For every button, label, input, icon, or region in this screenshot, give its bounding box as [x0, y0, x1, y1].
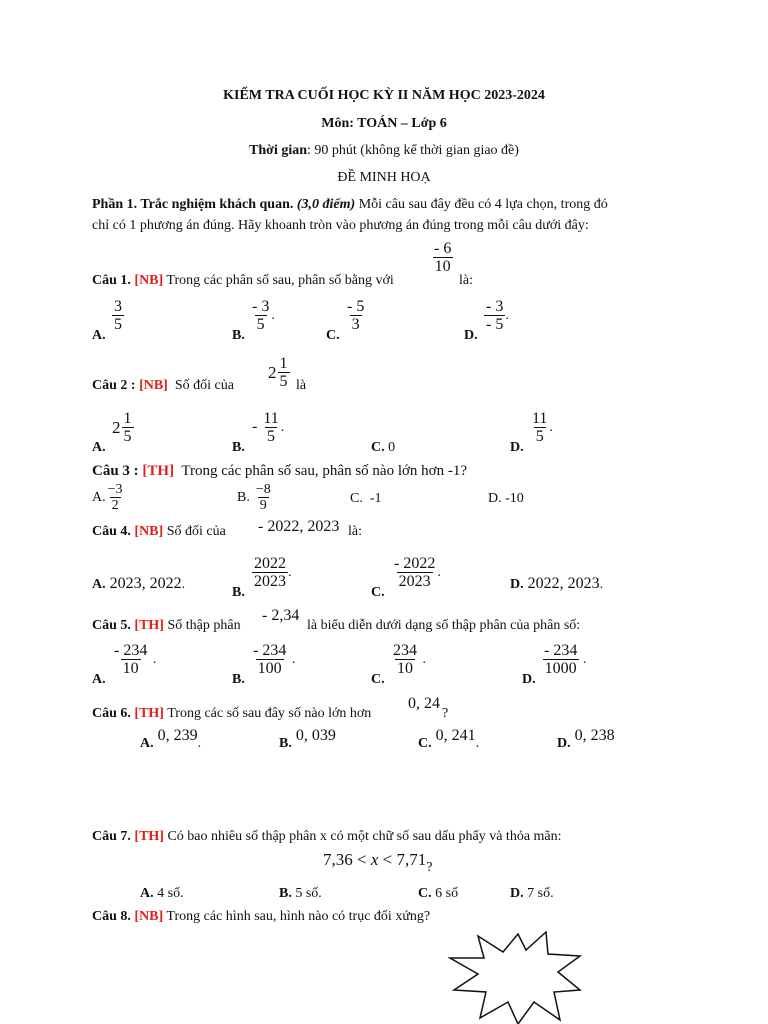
q5-text: Số thập phân	[163, 618, 241, 633]
q4-value: - 2022, 2023	[258, 518, 340, 535]
q1-label: Câu 1.	[92, 273, 131, 288]
q4-tail: là:	[348, 524, 362, 539]
time-value: : 90 phút (không kể thời gian giao đề)	[307, 143, 519, 158]
q5-option-b-letter: B.	[232, 672, 245, 687]
q2-tail: là	[296, 378, 307, 393]
q3-option-a[interactable]: A. $\frac{-3}{2}$	[92, 482, 123, 513]
q4-tag: [NB]	[134, 524, 164, 539]
q6-option-d[interactable]: D. 0, 238	[557, 727, 615, 751]
q2-reference-mixed: 2 $\frac{1}{5}$	[268, 355, 288, 390]
q5-option-c[interactable]: $\frac{234}{10}$ .	[393, 642, 426, 677]
q7-inequality: $7,36 < x < 7,71_?$	[323, 850, 433, 875]
time-info	[0, 143, 768, 159]
q5-label: Câu 5.	[92, 618, 131, 633]
q1-option-d[interactable]: $\frac{- 3}{- 5}$ .	[486, 298, 509, 333]
q1-option-a-letter: A.	[92, 328, 106, 343]
question-7	[92, 829, 562, 845]
subject-label: Môn: TOÁN – Lớp 6	[321, 116, 447, 131]
part1-instruction-1: Mỗi câu sau đây đều có 4 lựa chọn, trong đó	[355, 197, 608, 212]
q7-label: Câu 7.	[92, 829, 131, 844]
q3-option-b[interactable]: B. $\frac{-8}{9}$	[237, 482, 271, 513]
q6-option-a[interactable]: A. 0, 239.	[140, 727, 202, 751]
q5-option-d-letter: D.	[522, 672, 536, 687]
q1-tail: là:	[459, 273, 473, 288]
q2-text: Số đối của	[174, 378, 234, 393]
q5-option-c-letter: C.	[371, 672, 385, 687]
q2-option-a[interactable]: 2 $\frac{1}{5}$	[112, 410, 132, 445]
part1-title: Phần 1. Trắc nghiệm khách quan.	[92, 197, 294, 212]
q7-option-d[interactable]: D. 7 số.	[510, 886, 554, 901]
q5-option-d[interactable]: $\frac{- 234}{1000}$ .	[544, 642, 587, 677]
question-5	[92, 618, 241, 634]
q3-label: Câu 3 :	[92, 463, 139, 479]
question-3	[92, 463, 467, 480]
q1-option-a[interactable]: $\frac{3}{5}$	[114, 298, 122, 333]
q2-option-b-letter: B.	[232, 440, 245, 455]
question-4	[92, 524, 226, 540]
exam-type: ĐỀ MINH HOẠ	[337, 170, 431, 185]
part1-instruction-2: chỉ có 1 phương án đúng. Hãy khoanh tròn vào phương án đúng trong mỗi câu dưới đây:	[92, 218, 589, 233]
q7-option-b[interactable]: B. 5 số.	[279, 886, 322, 901]
q5-option-b[interactable]: $\frac{- 234}{100}$ .	[253, 642, 296, 677]
q8-text: Trong các hình sau, hình nào có trục đối xứng?	[163, 909, 431, 924]
q2-option-c[interactable]: C. 0	[371, 440, 396, 455]
q4-label: Câu 4.	[92, 524, 131, 539]
q6-value: 0, 24	[408, 695, 440, 712]
q8-tag: [NB]	[134, 909, 164, 924]
q4-option-d[interactable]: D. 2022, 2023.	[510, 575, 604, 592]
q1-tag: [NB]	[134, 273, 164, 288]
q6-option-b[interactable]: B. 0, 039	[279, 727, 336, 751]
q3-option-d[interactable]: D. -10	[488, 491, 524, 506]
question-1	[92, 273, 394, 289]
q7-option-a[interactable]: A. 4 số.	[140, 886, 184, 901]
q1-ref-numerator: - 6	[434, 240, 452, 257]
q4-option-b-letter: B.	[232, 585, 245, 600]
question-8	[92, 909, 430, 925]
q8-label: Câu 8.	[92, 909, 131, 924]
q1-option-b[interactable]: $\frac{- 3}{5}$ .	[252, 298, 275, 333]
q1-option-c-letter: C.	[326, 328, 340, 343]
q5-option-a[interactable]: $\frac{- 234}{10}$ .	[114, 642, 157, 677]
q5-option-a-letter: A.	[92, 672, 106, 687]
q2-option-a-letter: A.	[92, 440, 106, 455]
q4-option-c-letter: C.	[371, 585, 385, 600]
time-label: Thời gian	[249, 143, 308, 158]
q4-option-b[interactable]: $\frac{2022}{2023}$ .	[254, 555, 292, 590]
q1-option-b-letter: B.	[232, 328, 245, 343]
q7-option-c[interactable]: C. 6 số	[418, 886, 459, 901]
q2-option-b[interactable]: - $\frac{11}{5}$ .	[252, 410, 285, 445]
q2-option-d[interactable]: $\frac{11}{5}$ .	[532, 410, 553, 445]
q2-option-d-letter: D.	[510, 440, 524, 455]
q1-ref-denominator: 10	[434, 258, 451, 275]
q2-tag: [NB]	[139, 378, 168, 393]
question-2	[92, 378, 234, 394]
q1-reference-fraction	[432, 240, 453, 275]
q6-tail: ?	[442, 706, 449, 721]
q2-label: Câu 2 :	[92, 378, 136, 393]
part1-points: (3,0 điểm)	[296, 197, 356, 212]
q6-label: Câu 6.	[92, 706, 131, 721]
q1-option-c[interactable]: $\frac{- 5}{3}$	[347, 298, 365, 333]
question-6	[92, 706, 371, 722]
q4-option-a[interactable]: A. 2023, 2022.	[92, 575, 186, 592]
part1-heading	[92, 197, 608, 213]
q6-option-c[interactable]: C. 0, 241.	[418, 727, 480, 751]
q1-option-d-letter: D.	[464, 328, 478, 343]
q4-text: Số đối của	[163, 524, 226, 539]
q6-text: Trong các số sau đây số nào lớn hơn	[163, 706, 372, 721]
q5-tail: là biểu diễn dưới dạng số thập phân của phân số:	[307, 618, 581, 633]
q6-tag: [TH]	[134, 706, 164, 721]
q3-tag: [TH]	[142, 463, 175, 479]
q5-value: - 2,34	[262, 607, 300, 624]
star-burst-shape[interactable]	[448, 930, 588, 1024]
q3-option-c[interactable]: C. -1	[350, 491, 382, 506]
q5-tag: [TH]	[134, 618, 164, 633]
q1-text: Trong các phân số sau, phân số bằng với	[163, 273, 394, 288]
q7-tag: [TH]	[134, 829, 164, 844]
q7-text: Có bao nhiêu số thập phân x có một chữ số sau dấu phẩy và thỏa mãn:	[163, 829, 562, 844]
exam-title: KIỂM TRA CUỐI HỌC KỲ II NĂM HỌC 2023-2024	[223, 88, 545, 103]
q3-text: Trong các phân số sau, phân số nào lớn hơn -1?	[181, 463, 468, 479]
q4-option-c[interactable]: $\frac{- 2022}{2023}$ .	[394, 555, 441, 590]
